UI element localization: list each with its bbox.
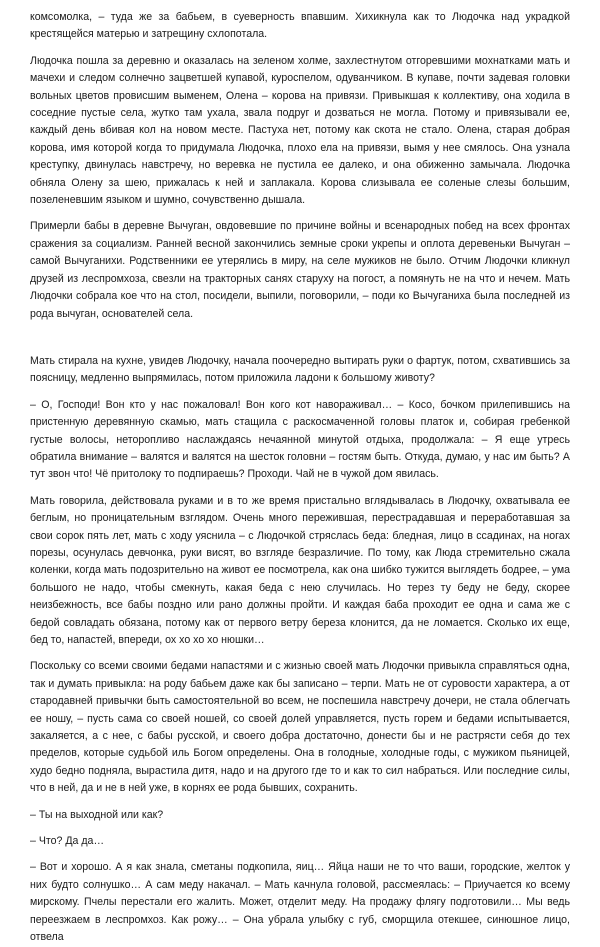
paragraph-opening: комсомолка, – туда же за бабьем, в суеверность впавшим. Хихикнула как то Людочка над украдкой крестящейся матерью и затрещину схлопотала. — [30, 11, 570, 41]
paragraph-mother-kitchen: Мать стирала на кухне, увидев Людочку, начала поочередно вытирать руки о фартук, потом, схватившись за поясницу, медленно выпрямилась, потом приложила ладони к большому животу? — [30, 354, 570, 385]
dialogue-line-weekend: – Ты на выходной или как? — [30, 808, 164, 821]
paragraph-mother-habit: Поскольку со всеми своими бедами напастями и с жизнью своей мать Людочки привыкла справляться одна, так и думать привыкла: на роду бабьем даже как бы записано – терпи. Мать не от суровости характера, а от стародавней привычки быть самостоятельной во всем, не поспешила навстречу дочери, не стала облегчать ее ношу, – пусть сама со своей ношей, со своей долей управляется, пусть горем и бедами испытывается, закаляется, а с нее, с бабы русской, и своего добра достаточно, донести бы и не растрясти себя до тех пределов, которые судьбой иль Богом определены. Она в голодные, холодные годы, с мужиком пьяницей, худо бедно подняла, вырастила дитя, надо и на другого где то и как то сил набраться. Или последние силы, что в ней, да и не в ней уже, в корнях ее рода бывших, сохранить. — [30, 660, 570, 795]
paragraph-mother-observes: Мать говорила, действовала руками и в то же время пристально вглядывалась в Людочку, охватывала ее беглым, но проницательным взглядом. Очень много пережившая, перестрадавшая и переработавшая за свои сорок пять лет, мать с ходу уяснила – с Людочкой стряслась беда: бледная, лицо в ссадинах, на ногах порезы, осунулась девчонка, руки висят, во взгляде безразличие. По тому, как Люда стремительно сжала коленки, когда мать подозрительно на живот ее посмотрела, как она шибко тужится выглядеть бодрее, – ума большого не надо, чтобы смекнуть, какая беда с нею случилась. Но терез ту беду не беду, скорее неизбежность, все бабы поздно или рано должны пройти. И каждая баба проходит ее одна и сама же с бедой совладать обязана, потому как от первого ветру береза клонится, да не ломается. Сколько их еще, бед то, напастей, впереди, ох хо хо хо нюшки… — [30, 494, 570, 646]
dialogue-line-yes: – Что? Да да… — [30, 835, 105, 848]
paragraph-green-hill: Людочка пошла за деревню и оказалась на зеленом холме, захлестнутом отгоревшими мохнатками мать и мачехи и следом солнечно зацветшей купавой, куроспелом, одуванчиком. В купаве, почти задевая головки вольных цветов провисшим выменем, Олена – корова на привязи. Привыкшая к коллективу, она ходила в соседние пустые села, жутко там ухала, звала подруг и дозваться не могла. Потому и привязывали ее, каждый день вбивая кол на новом месте. Пастуха нет, потому как скота не стало. Олена, старая добрая корова, имя которой когда то придумала Людочка, плохо ела на привязи, вымя у нее смялось. Она узнала креступку, двинулась навстречу, но веревка не пустила ее далеко, и она обиженно замычала. Людочка обняла Олену за шею, прижалась к ней и заплакала. Корова слизывала ее соленые слезы большим, позеленевшим языком и шумно, сочувственно дышала. — [30, 54, 570, 207]
paragraph-mother-talks: – Вот и хорошо. А я как знала, сметаны подкопила, яиц… Яйца наши не то что ваши, городские, желток у них будто солнушко… А сам меду накачал. – Мать качнула головой, рассмеялась: – Приучается ко всему мирскому. Пчелы перестали его жалить. Может, отделит меду. На продажу флягу подготовили… Мы ведь переезжаем в леспромхоз. Как рожу… – Она убрала улыбку с губ, сморщила отекшее, синюшное лицо, отвела — [30, 861, 570, 944]
paragraph-vychugan: Примерли бабы в деревне Вычуган, овдовевшие по причине войны и всенародных побед на всех фронтах сражения за социализм. Ранней весной закончились земные сроки укрепы и оплота деревеньки Вычуган – самой Вычуганихи. Родственники ее утерялись в миру, на селе мужиков не было. Отчим Людочки кликнул друзей из леспромхоза, свезли на тракторных санях старуху на погост, а помянуть не на что и нечем. Мать Людочки собрала кое что на стол, посидели, выпили, поговорили, – поди ко Вычуганиха была последней из рода вычуган, основателей села. — [30, 220, 570, 320]
paragraph-mother-greeting: – О, Господи! Вон кто у нас пожаловал! Вон кого кот навораживал… – Косо, бочком прилепившись на пристенную деревянную скамью, мать стащила с раскосмаченной головы платок и, собирая гребенкой густые волосы, неторопливо наслаждаясь нечаянной минутой отдыха, продолжала: – Я еще утресь обратила внимание – валятся и валятся на шесток головни – гостям быть. Откуда, думаю, у нас им быть? А тут звон что! Чё притолоку то подпираешь? Проходи. Чай не в чужой дом явилась. — [30, 398, 570, 481]
